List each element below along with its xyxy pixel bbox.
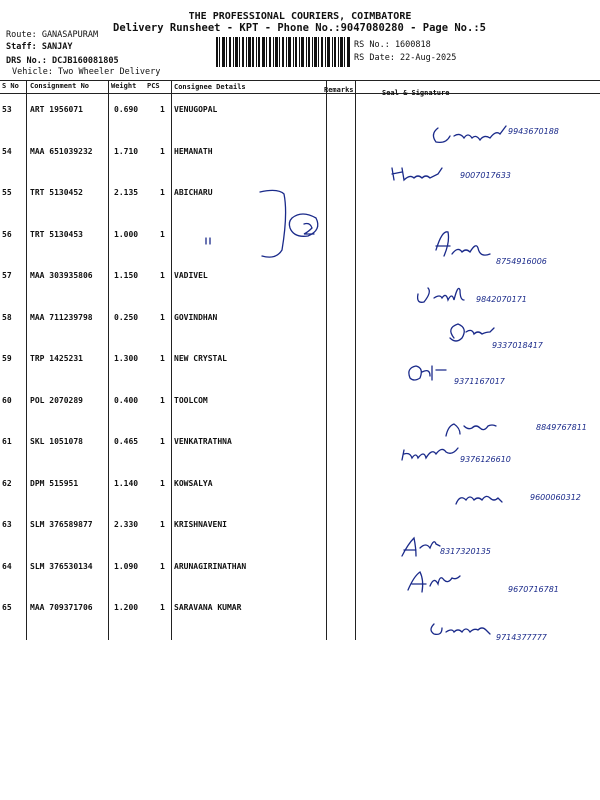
handwritten-mark: 9371167017	[454, 377, 505, 386]
handwritten-mark: 9943670188	[508, 127, 559, 136]
cell-consignee: ABICHARU	[174, 188, 213, 197]
cell-consignee: HEMANATH	[174, 147, 213, 156]
cell-consignment: DPM 515951	[30, 479, 79, 488]
cell-weight: 1.150	[114, 271, 139, 280]
cell-pcs: 1	[160, 562, 165, 571]
cell-consignment: MAA 303935806	[30, 271, 93, 280]
cell-weight: 0.400	[114, 396, 139, 405]
cell-weight: 0.465	[114, 437, 139, 446]
cell-consignee: NEW CRYSTAL	[174, 354, 227, 363]
cell-consignee: ARUNAGIRINATHAN	[174, 562, 247, 571]
cell-consignment: SLM 376530134	[30, 562, 93, 571]
col-weight: Weight	[111, 82, 137, 90]
cell-consignment: TRP 1425231	[30, 354, 83, 363]
cell-weight: 0.250	[114, 313, 139, 322]
cell-pcs: 1	[160, 603, 165, 612]
cell-consignee: KRISHNAVENI	[174, 520, 227, 529]
handwritten-mark: 9714377777	[496, 633, 547, 642]
cell-sno: 62	[2, 479, 12, 488]
cell-sno: 65	[2, 603, 12, 612]
cell-sno: 58	[2, 313, 12, 322]
cell-consignment: TRT 5130452	[30, 188, 83, 197]
cell-pcs: 1	[160, 230, 165, 239]
route-label: Route: GANASAPURAM	[6, 30, 99, 40]
col-pcs: PCS	[147, 82, 160, 90]
cell-weight: 1.200	[114, 603, 139, 612]
cell-pcs: 1	[160, 313, 165, 322]
handwritten-mark: 9670716781	[508, 585, 559, 594]
cell-pcs: 1	[160, 396, 165, 405]
col-remarks: Remarks	[324, 86, 354, 94]
cell-pcs: 1	[160, 437, 165, 446]
cell-pcs: 1	[160, 188, 165, 197]
cell-weight: 1.090	[114, 562, 139, 571]
cell-consignment: MAA 709371706	[30, 603, 93, 612]
col-signature: Seal & Signature	[382, 89, 450, 97]
cell-consignee: GOVINDHAN	[174, 313, 218, 322]
vehicle-label: Vehicle: Two Wheeler Delivery	[12, 67, 161, 77]
cell-consignee: VENKATRATHNA	[174, 437, 232, 446]
cell-weight: 1.300	[114, 354, 139, 363]
cell-sno: 54	[2, 147, 12, 156]
cell-consignment: SKL 1051078	[30, 437, 83, 446]
cell-pcs: 1	[160, 105, 165, 114]
handwritten-mark: 9842070171	[476, 295, 527, 304]
cell-pcs: 1	[160, 520, 165, 529]
cell-sno: 59	[2, 354, 12, 363]
cell-weight: 0.690	[114, 105, 139, 114]
cell-weight: 1.710	[114, 147, 139, 156]
handwritten-mark: 8317320135	[440, 547, 491, 556]
company-name: THE PROFESSIONAL COURIERS, COIMBATORE	[188, 11, 412, 22]
rs-number: RS No.: 1600818	[354, 40, 431, 50]
cell-consignee: SARAVANA KUMAR	[174, 603, 242, 612]
cell-pcs: 1	[160, 271, 165, 280]
cell-consignment: POL 2070289	[30, 396, 83, 405]
cell-weight: 2.330	[114, 520, 139, 529]
cell-sno: 55	[2, 188, 12, 197]
cell-consignment: SLM 376589877	[30, 520, 93, 529]
cell-consignment: MAA 651039232	[30, 147, 93, 156]
handwritten-mark: 8754916006	[496, 257, 547, 266]
cell-consignee: VENUGOPAL	[174, 105, 218, 114]
col-consignment: Consignment No	[30, 82, 90, 90]
cell-consignment: TRT 5130453	[30, 230, 83, 239]
cell-consignee: VADIVEL	[174, 271, 208, 280]
cell-sno: 56	[2, 230, 12, 239]
cell-sno: 60	[2, 396, 12, 405]
cell-weight: 1.140	[114, 479, 139, 488]
handwritten-mark: 8849767811	[536, 423, 587, 432]
cell-sno: 57	[2, 271, 12, 280]
cell-weight: 1.000	[114, 230, 139, 239]
cell-pcs: 1	[160, 479, 165, 488]
cell-sno: 61	[2, 437, 12, 446]
cell-sno: 64	[2, 562, 12, 571]
runsheet-title: Delivery Runsheet - KPT - Phone No.:9047080280 - Page No.:5	[113, 22, 486, 34]
cell-weight: 2.135	[114, 188, 139, 197]
handwritten-mark: 9600060312	[530, 493, 581, 502]
col-sno: S No	[2, 82, 19, 90]
staff-label: Staff: SANJAY	[6, 42, 73, 52]
drs-number: DRS No.: DCJB160081805	[6, 56, 119, 66]
cell-sno: 53	[2, 105, 12, 114]
cell-consignee: TOOLCOM	[174, 396, 208, 405]
cell-pcs: 1	[160, 147, 165, 156]
cell-consignment: ART 1956071	[30, 105, 83, 114]
cell-consignment: MAA 711239798	[30, 313, 93, 322]
cell-sno: 63	[2, 520, 12, 529]
cell-pcs: 1	[160, 354, 165, 363]
handwritten-mark: 9376126610	[460, 455, 511, 464]
handwritten-mark: 9337018417	[492, 341, 543, 350]
col-consignee: Consignee Details	[174, 83, 246, 91]
rs-date: RS Date: 22-Aug-2025	[354, 53, 457, 63]
handwritten-mark: 9007017633	[460, 171, 511, 180]
cell-consignee: KOWSALYA	[174, 479, 213, 488]
